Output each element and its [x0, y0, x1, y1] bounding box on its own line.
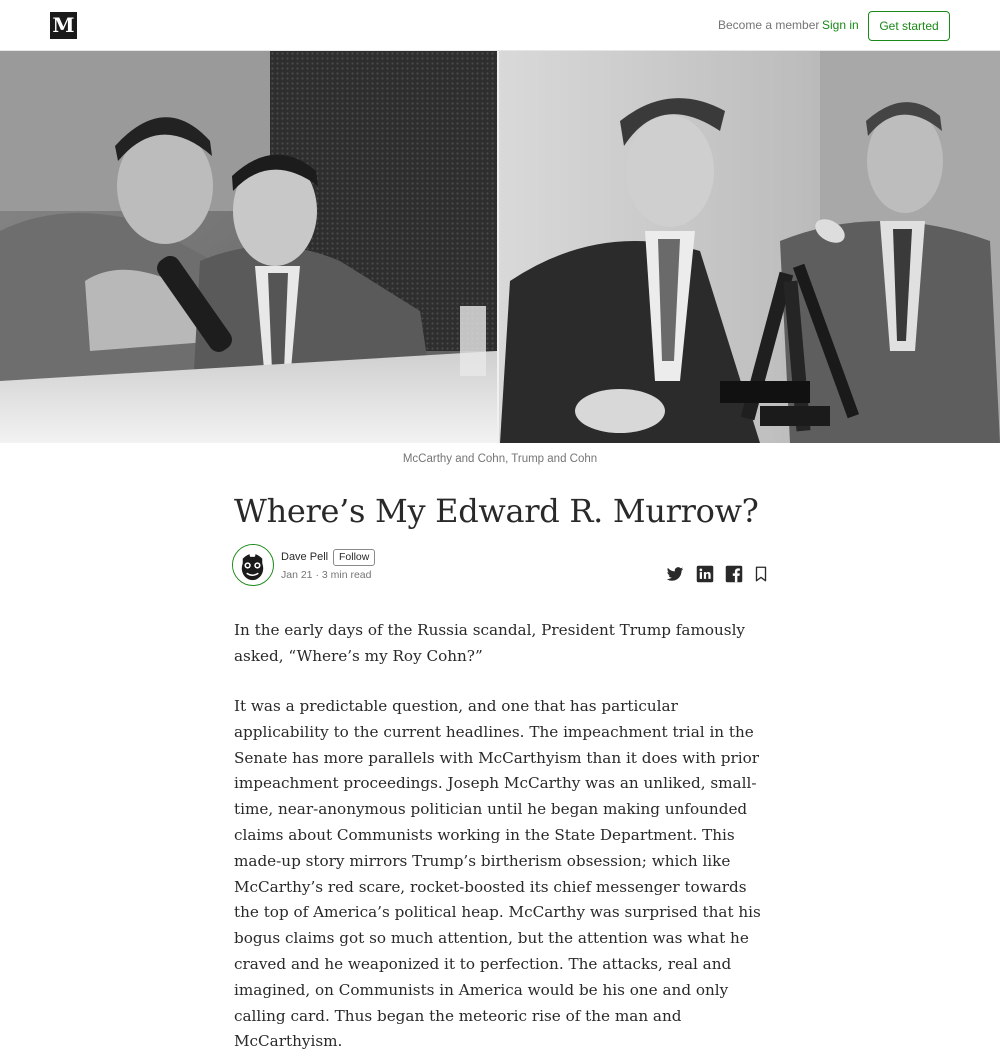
follow-button[interactable]: Follow	[333, 549, 375, 566]
linkedin-icon[interactable]	[696, 565, 714, 583]
hero-caption: McCarthy and Cohn, Trump and Cohn	[402, 453, 598, 465]
hero-image	[0, 51, 1000, 443]
author-name[interactable]: Dave Pell	[281, 551, 329, 563]
facebook-icon[interactable]	[725, 565, 743, 583]
bookmark-icon[interactable]	[752, 565, 770, 583]
twitter-icon[interactable]	[666, 565, 684, 583]
become-member-link[interactable]: Become a member	[718, 18, 820, 32]
article-title: Where’s My Edward R. Murrow?	[234, 492, 759, 530]
article-meta: Jan 21 · 3 min read	[281, 569, 372, 581]
top-navigation-bar	[0, 0, 1000, 51]
article-paragraph-1: In the early days of the Russia scandal, President Trump famously asked, “Where’s my Roy Cohn?”	[234, 621, 746, 665]
author-avatar[interactable]	[232, 544, 274, 586]
article-paragraph-2: It was a predictable question, and one that has particular applicability to the current headlines. The impeachment trial in the Senate has more parallels with McCarthyism than it does with prior impeachment proceedings. Joseph McCarthy was an unliked, small-time, near-anonymous politician until he began making unfounded claims about Communists working in the State Department. This made-up story mirrors Trump’s birtherism obsession; which like McCarthy’s red scare, rocket-boosted its chief messenger towards the top of America’s political heap. McCarthy was surprised that his bogus claims got so much attention, but the attention was what he craved and he weaponized it to perfection. The attacks, real and imagined, on Communists in America would be his one and only calling card. Thus began the meteoric rise of the man and McCarthyism.	[234, 697, 761, 1051]
sign-in-link[interactable]: Sign in	[822, 18, 859, 32]
medium-logo[interactable]: M	[50, 12, 77, 39]
get-started-button[interactable]: Get started	[868, 11, 950, 41]
